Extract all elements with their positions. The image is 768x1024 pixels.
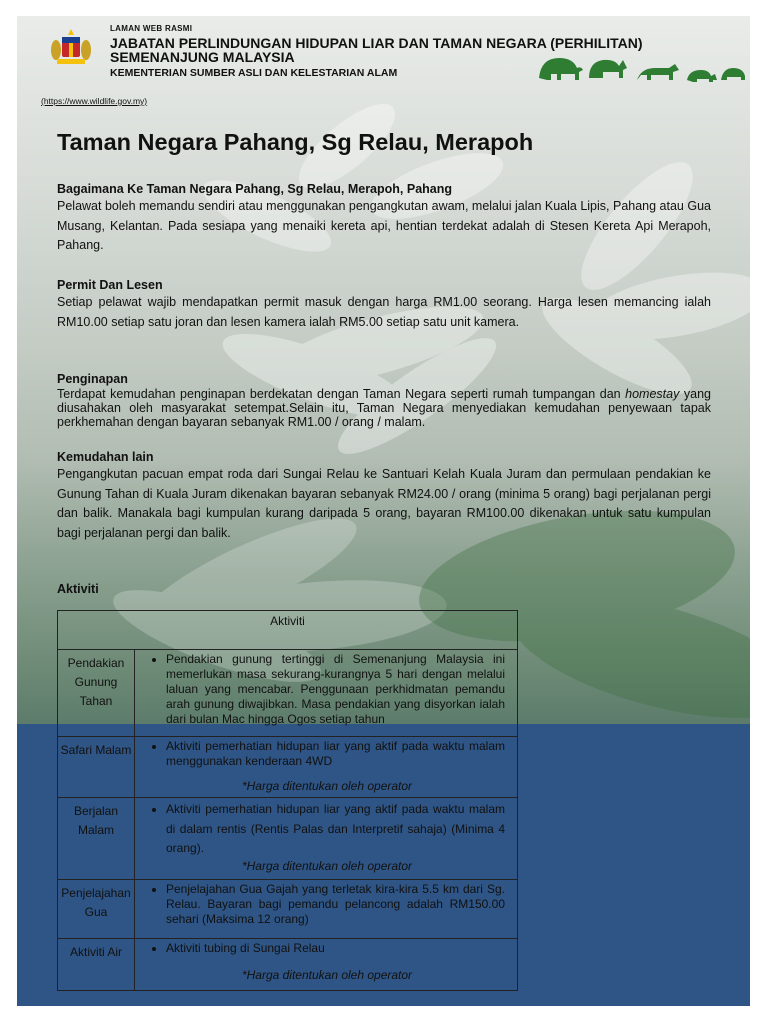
section-heading: Penginapan bbox=[57, 372, 128, 386]
page-sheet bbox=[17, 16, 750, 1006]
price-note: *Harga ditentukan oleh operator bbox=[241, 858, 413, 873]
price-note: *Harga ditentukan oleh operator bbox=[241, 968, 413, 982]
ministry-name: KEMENTERIAN SUMBER ASLI DAN KELESTARIAN ALAM bbox=[110, 67, 398, 79]
section-heading: Aktiviti bbox=[57, 582, 99, 596]
activity-desc: • Aktiviti pemerhatian hidupan liar yang aktif pada waktu malam di dalam rentis (Rentis Palas dan Interpretif sahaja) (Minima 4 orang). bbox=[166, 800, 505, 859]
activity-desc-cell bbox=[135, 798, 518, 880]
section-heading: Kemudahan lain bbox=[57, 450, 154, 464]
activity-desc-cell bbox=[135, 737, 518, 798]
section-body: Setiap pelawat wajib mendapatkan permit masuk dengan harga RM1.00 seorang. Harga lesen memancing ialah RM10.00 setiap satu joran dan lesen kamera ialah RM5.00 setiap satu unit kamera. bbox=[57, 295, 711, 329]
activity-desc: • Aktiviti pemerhatian hidupan liar yang aktif pada waktu malam menggunakan kenderaan 4WD bbox=[166, 739, 505, 769]
section-permit bbox=[57, 277, 711, 332]
table-row bbox=[58, 798, 518, 880]
activity-desc-cell bbox=[135, 880, 518, 939]
site-header bbox=[17, 16, 750, 96]
table-header-cell: Aktiviti bbox=[58, 611, 518, 650]
section-lodging bbox=[57, 371, 711, 429]
price-note: *Harga ditentukan oleh operator bbox=[241, 779, 413, 793]
activities-table bbox=[57, 610, 518, 991]
activity-desc: • Aktiviti tubing di Sungai Relau bbox=[166, 941, 505, 956]
activity-desc: • Pendakian gunung tertinggi di Semenanjung Malaysia ini memerlukan masa sekurang-kurangnya 5 hari dengan melalui laluan yang mencabar. Penggunaan perkhidmatan pemandu arah gunung diwajibkan. Masa pendakian yang disyorkan ialah dari bulan Mac hingga Ogos setiap tahun bbox=[166, 652, 505, 727]
section-how-to bbox=[57, 181, 711, 256]
section-body: Terdapat kemudahan penginapan berdekatan dengan Taman Negara seperti rumah tumpangan dan homestay yang diusahakan oleh masyarakat setempat.Selain itu, Taman Negara menyediakan kemudahan penyewaan tapak perkhemahan dengan bayaran sebanyak RM1.00 / orang / malam. bbox=[57, 387, 711, 429]
main-content bbox=[57, 127, 711, 982]
website-link[interactable]: (https://www.wildlife.gov.my) bbox=[41, 96, 148, 106]
table-row bbox=[58, 737, 518, 798]
page-title: Taman Negara Pahang, Sg Relau, Merapoh bbox=[57, 129, 534, 155]
activity-name: Pendakian Gunung Tahan bbox=[58, 650, 135, 737]
activity-desc-cell bbox=[135, 650, 518, 737]
activity-desc-cell bbox=[135, 939, 518, 991]
section-body: Pengangkutan pacuan empat roda dari Sungai Relau ke Santuari Kelah Kuala Juram dan permulaan pendakian ke Gunung Tahan di Kuala Juram dikenakan bayaran sebanyak RM24.00 / orang (minima 5 orang) bagi perjalanan pergi dan balik. Manakala bagi kumpulan kurang daripada 5 orang, bayaran RM100.00 dikenakan untuk satu kumpulan bagi perjalanan pergi dan balik. bbox=[57, 467, 711, 540]
wildlife-silhouettes-icon bbox=[537, 48, 747, 88]
section-activities bbox=[57, 581, 711, 597]
table-row bbox=[58, 939, 518, 991]
table-header-row bbox=[58, 611, 518, 650]
activity-name: Aktiviti Air bbox=[58, 939, 135, 991]
section-heading: Bagaimana Ke Taman Negara Pahang, Sg Relau, Merapoh, Pahang bbox=[57, 182, 453, 196]
official-site-label: LAMAN WEB RASMI bbox=[110, 24, 193, 33]
section-body: Pelawat boleh memandu sendiri atau menggunakan pengangkutan awam, melalui jalan Kuala Lipis, Pahang atau Gua Musang, Kelantan. Pada sesiapa yang menaiki kereta api, hentian terdekat adalah di Stesen Kereta Api Merapoh, Pahang. bbox=[57, 199, 711, 252]
section-heading: Permit Dan Lesen bbox=[57, 278, 163, 292]
activity-name: Penjelajahan Gua bbox=[58, 880, 135, 939]
agency-name-line2: SEMENANJUNG MALAYSIA bbox=[110, 49, 295, 65]
table-row bbox=[58, 880, 518, 939]
table-row bbox=[58, 650, 518, 737]
activity-desc: • Penjelajahan Gua Gajah yang terletak kira-kira 5.5 km dari Sg. Relau. Bayaran bagi pemandu pelancong adalah RM150.00 sehari (Maksima 12 orang) bbox=[166, 882, 505, 927]
agency-name-line1: JABATAN PERLINDUNGAN HIDUPAN LIAR DAN TAMAN NEGARA (PERHILITAN) bbox=[110, 35, 643, 51]
malaysia-crest-icon bbox=[49, 28, 93, 68]
activity-name: Safari Malam bbox=[58, 737, 135, 798]
section-facilities bbox=[57, 449, 711, 543]
activity-name: Berjalan Malam bbox=[58, 798, 135, 880]
